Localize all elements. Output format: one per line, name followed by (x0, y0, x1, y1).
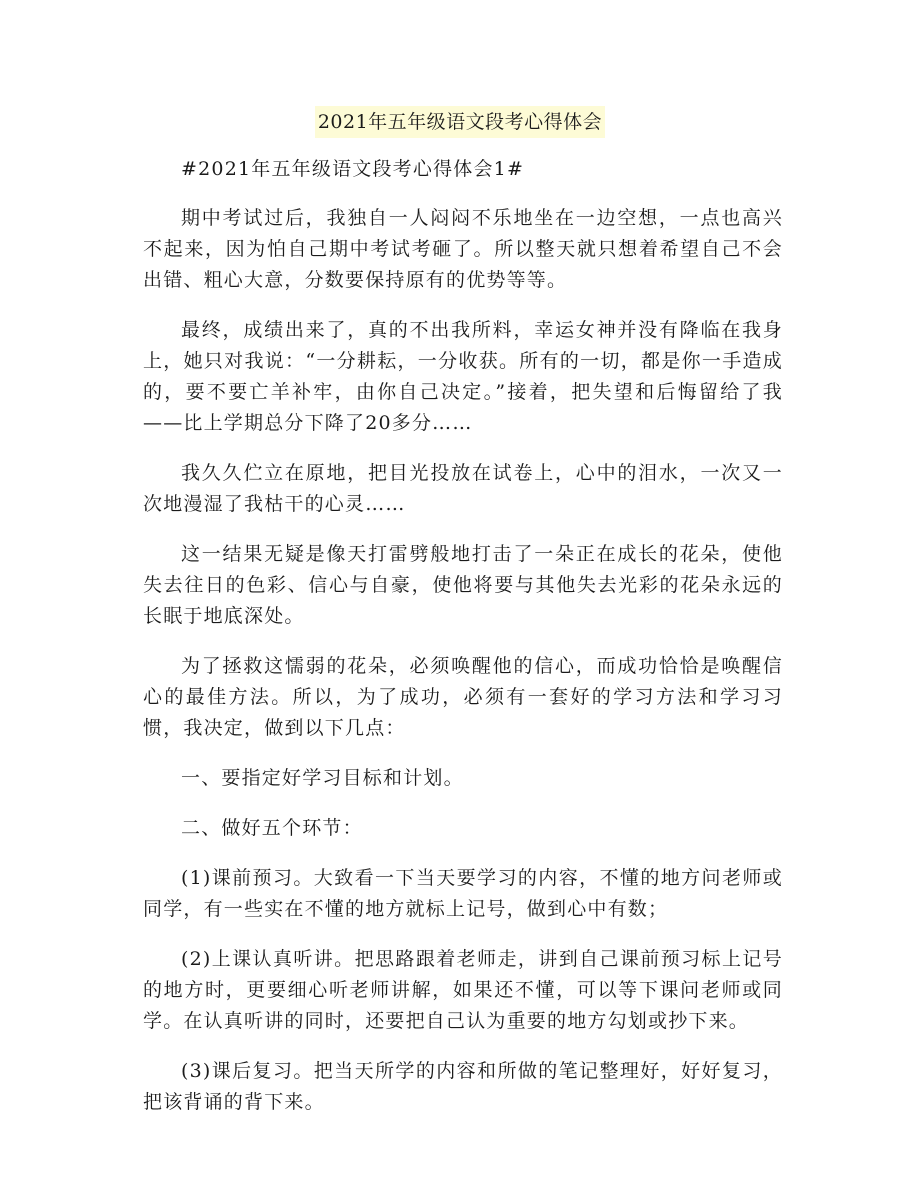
paragraph-5: 为了拯救这懦弱的花朵，必须唤醒他的信心，而成功恰恰是唤醒信心的最佳方法。所以，为了成功，必须有一套好的学习方法和学习习惯，我决定，做到以下几点： (143, 655, 783, 739)
sub-item-2: (2)上课认真听讲。把思路跟着老师走，讲到自己课前预习标上记号的地方时，更要细心听老师讲解，如果还不懂，可以等下课问老师或同学。在认真听讲的同时，还要把自己认为重要的地方勾划或抄下来。 (143, 948, 783, 1032)
paragraph-4: 这一结果无疑是像天打雷劈般地打击了一朵正在成长的花朵，使他失去往日的色彩、信心与自豪，使他将要与其他失去光彩的花朵永远的长眠于地底深处。 (143, 543, 783, 627)
paragraph-2: 最终，成绩出来了，真的不出我所料，幸运女神并没有降临在我身上，她只对我说：“一分耕耘，一分收获。所有的一切，都是你一手造成的，要不要亡羊补牢，由你自己决定。”接着，把失望和后悔留给了我——比上学期总分下降了20多分…… (143, 319, 783, 434)
document-title: 2021年五年级语文段考心得体会 (315, 106, 605, 138)
title-container (0, 106, 920, 138)
document-body (143, 154, 783, 1137)
list-item-1: 一、要指定好学习目标和计划。 (181, 767, 464, 789)
sub-item-3: (3)课后复习。把当天所学的内容和所做的笔记整理好，好好复习，把该背诵的背下来。 (143, 1060, 783, 1113)
list-item-2: 二、做好五个环节： (181, 817, 363, 839)
paragraph-1: 期中考试过后，我独自一人闷闷不乐地坐在一边空想，一点也高兴不起来，因为怕自己期中考试考砸了。所以整天就只想着希望自己不会出错、粗心大意，分数要保持原有的优势等等。 (143, 207, 783, 291)
sub-item-1: (1)课前预习。大致看一下当天要学习的内容，不懂的地方问老师或同学，有一些实在不懂的地方就标上记号，做到心中有数； (143, 867, 783, 920)
section-heading: #2021年五年级语文段考心得体会1# (181, 158, 525, 180)
paragraph-3: 我久久伫立在原地，把目光投放在试卷上，心中的泪水，一次又一次地漫湿了我枯干的心灵…… (143, 462, 783, 515)
